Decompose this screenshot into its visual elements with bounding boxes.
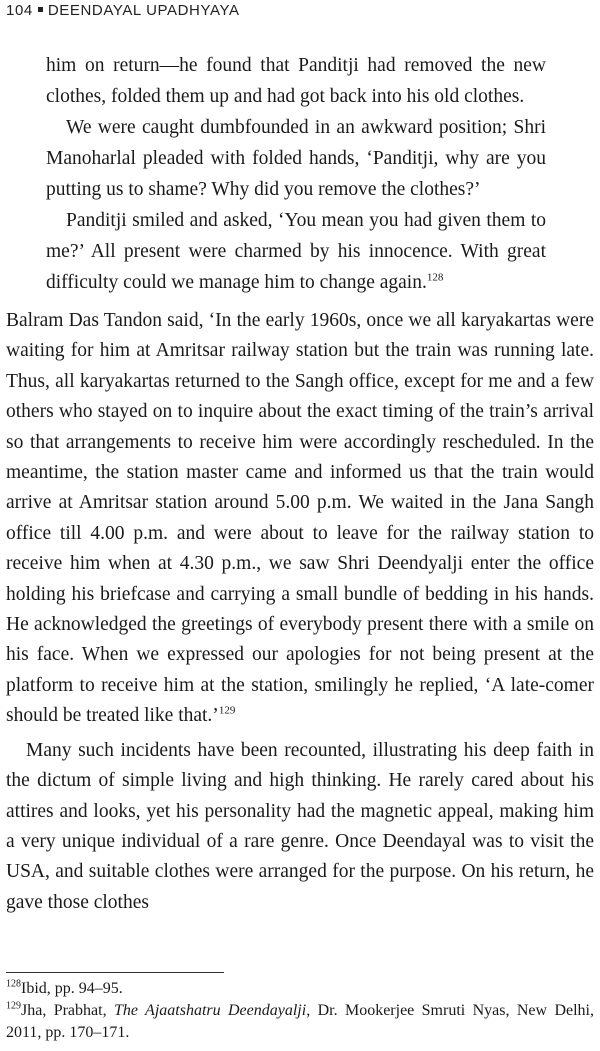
footnote-128 — [6, 978, 594, 1000]
quote-paragraph-3 — [46, 205, 546, 298]
footnote-text-post: , Dr. Mookerjee Smruti Nyas, New Delhi, 2011, pp. 170–171. — [6, 1002, 594, 1041]
page-number: 104 — [6, 2, 33, 19]
book-title: DEENDAYAL UPADHYAYA — [47, 2, 240, 19]
footnote-book-title: The Ajaatshatru Deendayalji — [113, 1002, 307, 1019]
footnote-ref-128: 128 — [426, 271, 444, 284]
running-header — [6, 2, 240, 19]
quote-paragraph-2: We were caught dumbfounded in an awkward position; Shri Manoharlal pleaded with folded hands, ‘Panditji, why are you putting us to shame? Why did you remove the clothes?’ — [46, 117, 546, 200]
body-paragraph-1-text: Balram Das Tandon said, ‘In the early 1960s, once we all karyakartas were waiting for him at Amritsar railway station but the train was running late. Thus, all karyakartas returned to the Sangh office, except for me and a few others who stayed on to inquire about the exact timing of the train’s arrival so that arrangements to receive him were accordingly rescheduled. In the meantime, the station master came and informed us that the train would arrive at Amritsar station around 5.00 p.m. We waited in the Jana Sangh office till 4.00 p.m. and were about to leave for the railway station to receive him when at 4.30 p.m., we saw Shri Deendyalji enter the office holding his briefcase and carrying a small bundle of bedding in his hands. He acknowledged the greetings of everybody present there with a smile on his face. When we expressed our apologies for not being present at the platform to receive him at the station, smilingly he replied, ‘A late-comer should be treated like that.’ — [6, 310, 594, 727]
footnote-129 — [6, 1000, 594, 1044]
footnote-text: Ibid, pp. 94–95. — [21, 980, 123, 997]
footnote-number: 129 — [6, 1000, 21, 1012]
footnote-ref-129: 129 — [218, 704, 236, 717]
main-text — [6, 306, 594, 918]
quote-paragraph-3-text: Panditji smiled and asked, ‘You mean you had given them to me?’ All present were charmed by his innocence. With great difficulty could we manage him to change again. — [46, 210, 546, 293]
block-quote — [46, 50, 546, 298]
footnote-divider — [6, 972, 224, 973]
body-paragraph-2: Many such incidents have been recounted, illustrating his deep faith in the dictum of simple living and high thinking. He rarely cared about his attires and looks, yet his personality had the magnetic appeal, making him a very unique individual of a rare genre. Once Deendayal was to visit the USA, and suitable clothes were arranged for the purpose. On his return, he gave those clothes — [6, 739, 594, 913]
footnotes — [6, 978, 594, 1044]
body-paragraph-1 — [6, 306, 594, 732]
quote-paragraph-1: him on return—he found that Panditji had removed the new clothes, folded them up and had got back into his old clothes. — [46, 55, 546, 107]
footnote-number: 128 — [6, 978, 21, 990]
footnote-text-pre: Jha, Prabhat, — [21, 1002, 114, 1019]
bullet-separator-icon — [38, 7, 43, 12]
